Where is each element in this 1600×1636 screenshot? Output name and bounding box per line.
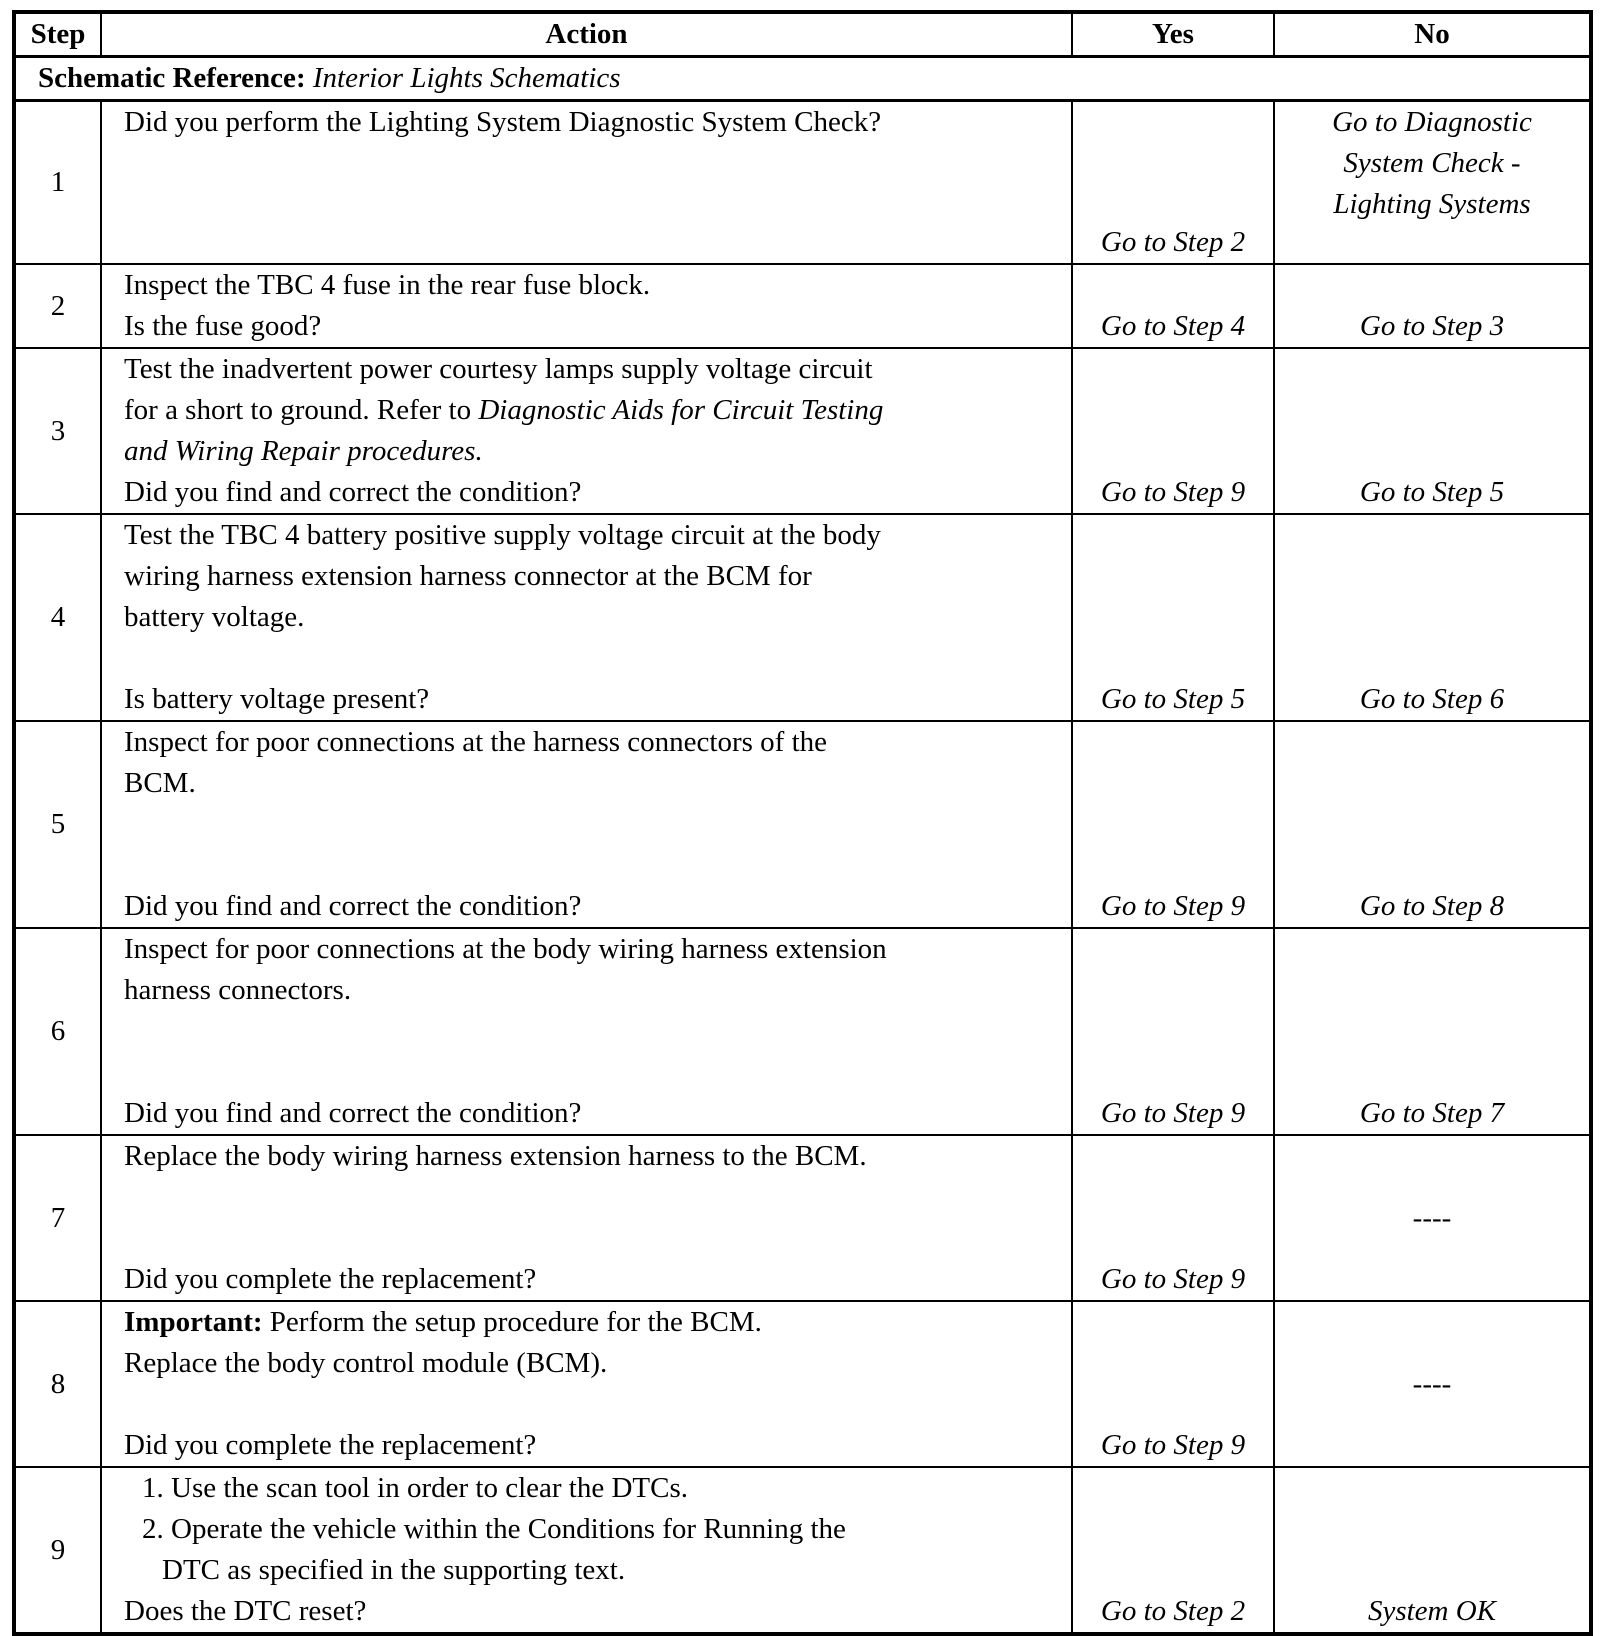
header-action: Action	[101, 12, 1072, 57]
table-row	[14, 514, 1591, 721]
schematic-reference-label: Schematic Reference	[38, 62, 296, 94]
yes-cell[interactable]: Go to Step 9	[1072, 928, 1274, 1135]
no-cell: ----	[1274, 1135, 1591, 1301]
action-line: Is the fuse good?	[124, 310, 322, 342]
action-line: battery voltage.	[124, 601, 305, 633]
no-cell: ----	[1274, 1301, 1591, 1467]
action-line: for a short to ground. Refer to Diagnostic Aids for Circuit Testing	[124, 394, 884, 426]
yes-cell[interactable]: Go to Step 9	[1072, 1301, 1274, 1467]
step-number: 1	[14, 101, 101, 265]
action-line: Did you perform the Lighting System Diagnostic System Check?	[124, 106, 882, 138]
step-number: 4	[14, 514, 101, 721]
action-cell	[101, 1467, 1072, 1634]
table-row	[14, 348, 1591, 514]
no-cell[interactable]: Go to Step 3	[1274, 264, 1591, 348]
action-line: Inspect for poor connections at the body wiring harness extension	[124, 933, 887, 965]
action-line: Is battery voltage present?	[124, 683, 430, 715]
header-row	[14, 12, 1591, 57]
reference-link[interactable]: Diagnostic Aids for Circuit Testing	[478, 394, 884, 426]
no-cell[interactable]	[1274, 101, 1591, 265]
action-line: Did you find and correct the condition?	[124, 890, 582, 922]
header-yes: Yes	[1072, 12, 1274, 57]
schematic-reference-row	[14, 57, 1591, 101]
schematic-reference: Schematic Reference: Interior Lights Schematics	[14, 57, 1591, 101]
no-cell[interactable]: Go to Step 7	[1274, 928, 1591, 1135]
no-cell[interactable]: Go to Step 6	[1274, 514, 1591, 721]
yes-cell[interactable]: Go to Step 9	[1072, 721, 1274, 928]
action-cell	[101, 101, 1072, 265]
action-line: Test the TBC 4 battery positive supply voltage circuit at the body	[124, 519, 881, 551]
action-line: BCM.	[124, 767, 196, 799]
important-label: Important:	[124, 1306, 263, 1338]
action-line: Inspect the TBC 4 fuse in the rear fuse block.	[124, 269, 651, 301]
step-number: 9	[14, 1467, 101, 1634]
diagnostic-table	[12, 10, 1593, 1636]
action-cell	[101, 928, 1072, 1135]
important-note: Important: Perform the setup procedure for the BCM.	[124, 1306, 762, 1338]
action-cell	[101, 721, 1072, 928]
no-line: Go to Diagnostic	[1332, 106, 1532, 138]
table-row	[14, 101, 1591, 265]
table-row	[14, 1467, 1591, 1634]
no-line: Lighting Systems	[1333, 188, 1531, 220]
action-cell	[101, 514, 1072, 721]
table-row	[14, 264, 1591, 348]
reference-link[interactable]: and Wiring Repair procedures.	[124, 435, 483, 467]
table-row	[14, 1135, 1591, 1301]
action-line: Replace the body wiring harness extension harness to the BCM.	[124, 1140, 867, 1172]
step-number: 8	[14, 1301, 101, 1467]
list-item: 1. Use the scan tool in order to clear the DTCs.	[142, 1472, 689, 1504]
action-line: Did you find and correct the condition?	[124, 1097, 582, 1129]
step-number: 7	[14, 1135, 101, 1301]
yes-cell[interactable]: Go to Step 5	[1072, 514, 1274, 721]
step-number: 3	[14, 348, 101, 514]
table-row	[14, 928, 1591, 1135]
yes-cell[interactable]: Go to Step 9	[1072, 348, 1274, 514]
action-line: Did you find and correct the condition?	[124, 476, 582, 508]
action-line: Inspect for poor connections at the harness connectors of the	[124, 726, 828, 758]
no-cell[interactable]: Go to Step 8	[1274, 721, 1591, 928]
action-line: harness connectors.	[124, 974, 352, 1006]
action-cell	[101, 1301, 1072, 1467]
no-cell: System OK	[1274, 1467, 1591, 1634]
schematic-reference-link[interactable]: Interior Lights Schematics	[312, 62, 621, 94]
action-cell	[101, 348, 1072, 514]
action-line: Replace the body control module (BCM).	[124, 1347, 608, 1379]
header-step: Step	[14, 12, 101, 57]
step-number: 6	[14, 928, 101, 1135]
step-number: 2	[14, 264, 101, 348]
action-line: Did you complete the replacement?	[124, 1263, 537, 1295]
yes-cell[interactable]: Go to Step 4	[1072, 264, 1274, 348]
table-row	[14, 721, 1591, 928]
no-cell[interactable]: Go to Step 5	[1274, 348, 1591, 514]
table-row	[14, 1301, 1591, 1467]
yes-cell[interactable]: Go to Step 2	[1072, 101, 1274, 265]
yes-cell[interactable]: Go to Step 2	[1072, 1467, 1274, 1634]
action-line: wiring harness extension harness connector at the BCM for	[124, 560, 812, 592]
yes-cell[interactable]: Go to Step 9	[1072, 1135, 1274, 1301]
header-no: No	[1274, 12, 1591, 57]
action-line: Did you complete the replacement?	[124, 1429, 537, 1461]
action-cell	[101, 264, 1072, 348]
step-number: 5	[14, 721, 101, 928]
no-line: System Check -	[1343, 147, 1521, 179]
action-line: Does the DTC reset?	[124, 1595, 367, 1627]
action-cell	[101, 1135, 1072, 1301]
list-item-continuation: DTC as specified in the supporting text.	[162, 1554, 626, 1586]
list-item: 2. Operate the vehicle within the Conditions for Running the	[142, 1513, 846, 1545]
action-line: Test the inadvertent power courtesy lamps supply voltage circuit	[124, 353, 873, 385]
